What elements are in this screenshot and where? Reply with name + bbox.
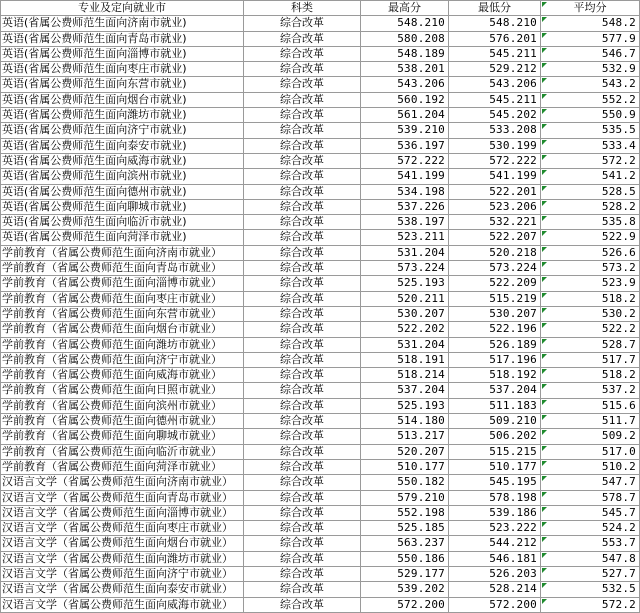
cell-max-score[interactable]: 538.197 xyxy=(361,215,449,230)
cell-min-score[interactable]: 518.192 xyxy=(449,368,541,383)
table-row xyxy=(1,261,640,276)
cell-major[interactable]: 英语(省属公费师范生面向德州市就业) xyxy=(1,184,244,199)
cell-category[interactable]: 综合改革 xyxy=(244,215,361,230)
header-major[interactable]: 专业及定向就业市 xyxy=(1,1,244,16)
cell-min-score[interactable]: 530.199 xyxy=(449,138,541,153)
cell-min-score[interactable]: 515.219 xyxy=(449,291,541,306)
cell-major[interactable]: 英语(省属公费师范生面向菏泽市就业) xyxy=(1,230,244,245)
cell-avg-score[interactable]: 572.2 xyxy=(541,597,640,612)
table-row xyxy=(1,108,640,123)
cell-category[interactable]: 综合改革 xyxy=(244,138,361,153)
table-row xyxy=(1,459,640,474)
cell-max-score[interactable]: 523.211 xyxy=(361,230,449,245)
cell-major[interactable]: 汉语言文学（省属公费师范生面向威海市就业） xyxy=(1,597,244,612)
cell-min-score[interactable]: 572.200 xyxy=(449,597,541,612)
table-row xyxy=(1,475,640,490)
cell-min-score[interactable]: 576.201 xyxy=(449,31,541,46)
cell-min-score[interactable]: 526.203 xyxy=(449,566,541,581)
cell-max-score[interactable]: 513.217 xyxy=(361,429,449,444)
cell-category[interactable]: 综合改革 xyxy=(244,108,361,123)
cell-category[interactable]: 综合改革 xyxy=(244,230,361,245)
cell-major[interactable]: 英语(省属公费师范生面向济南市就业) xyxy=(1,16,244,31)
cell-category[interactable]: 综合改革 xyxy=(244,322,361,337)
cell-min-score[interactable]: 506.202 xyxy=(449,429,541,444)
cell-avg-score[interactable]: 535.5 xyxy=(541,123,640,138)
cell-major[interactable]: 学前教育（省属公费师范生面向济南市就业） xyxy=(1,245,244,260)
cell-avg-score[interactable]: 545.7 xyxy=(541,505,640,520)
table-row xyxy=(1,153,640,168)
cell-min-score[interactable]: 578.198 xyxy=(449,490,541,505)
table-row xyxy=(1,230,640,245)
table-row xyxy=(1,352,640,367)
cell-max-score[interactable]: 580.208 xyxy=(361,31,449,46)
table-row xyxy=(1,521,640,536)
cell-category[interactable]: 综合改革 xyxy=(244,459,361,474)
cell-max-score[interactable]: 537.204 xyxy=(361,383,449,398)
table-row xyxy=(1,337,640,352)
table-row xyxy=(1,215,640,230)
table-row xyxy=(1,536,640,551)
cell-min-score[interactable]: 532.221 xyxy=(449,215,541,230)
table-row xyxy=(1,77,640,92)
table-header xyxy=(1,1,640,16)
cell-min-score[interactable]: 544.212 xyxy=(449,536,541,551)
cell-avg-score[interactable]: 511.7 xyxy=(541,414,640,429)
table-row xyxy=(1,16,640,31)
cell-min-score[interactable]: 528.214 xyxy=(449,582,541,597)
cell-min-score[interactable]: 523.222 xyxy=(449,521,541,536)
cell-min-score[interactable]: 541.199 xyxy=(449,169,541,184)
cell-max-score[interactable]: 520.207 xyxy=(361,444,449,459)
cell-max-score[interactable]: 534.198 xyxy=(361,184,449,199)
header-row xyxy=(1,1,640,16)
cell-min-score[interactable]: 539.186 xyxy=(449,505,541,520)
cell-max-score[interactable]: 561.204 xyxy=(361,108,449,123)
cell-avg-score[interactable]: 526.6 xyxy=(541,245,640,260)
cell-avg-score[interactable]: 552.2 xyxy=(541,92,640,107)
cell-avg-score[interactable]: 572.2 xyxy=(541,153,640,168)
cell-category[interactable]: 综合改革 xyxy=(244,62,361,77)
cell-major[interactable]: 学前教育（省属公费师范生面向青岛市就业） xyxy=(1,261,244,276)
cell-major[interactable]: 学前教育（省属公费师范生面向聊城市就业） xyxy=(1,429,244,444)
cell-category[interactable]: 综合改革 xyxy=(244,597,361,612)
table-row xyxy=(1,62,640,77)
cell-avg-score[interactable]: 527.7 xyxy=(541,566,640,581)
cell-major[interactable]: 学前教育（省属公费师范生面向日照市就业） xyxy=(1,383,244,398)
cell-major[interactable]: 学前教育（省属公费师范生面向潍坊市就业） xyxy=(1,337,244,352)
cell-min-score[interactable]: 545.211 xyxy=(449,92,541,107)
cell-major[interactable]: 学前教育（省属公费师范生面向菏泽市就业） xyxy=(1,459,244,474)
cell-min-score[interactable]: 520.218 xyxy=(449,245,541,260)
cell-max-score[interactable]: 514.180 xyxy=(361,414,449,429)
cell-major[interactable]: 英语(省属公费师范生面向威海市就业) xyxy=(1,153,244,168)
cell-avg-score[interactable]: 509.2 xyxy=(541,429,640,444)
table-row xyxy=(1,444,640,459)
cell-max-score[interactable]: 550.186 xyxy=(361,551,449,566)
table-row xyxy=(1,184,640,199)
cell-max-score[interactable]: 563.237 xyxy=(361,536,449,551)
cell-min-score[interactable]: 572.222 xyxy=(449,153,541,168)
table-row xyxy=(1,322,640,337)
cell-major[interactable]: 汉语言文学（省属公费师范生面向烟台市就业） xyxy=(1,536,244,551)
cell-major[interactable]: 英语(省属公费师范生面向青岛市就业) xyxy=(1,31,244,46)
cell-avg-score[interactable]: 535.8 xyxy=(541,215,640,230)
cell-category[interactable]: 综合改革 xyxy=(244,77,361,92)
cell-major[interactable]: 汉语言文学（省属公费师范生面向泰安市就业） xyxy=(1,582,244,597)
cell-min-score[interactable]: 526.189 xyxy=(449,337,541,352)
cell-category[interactable]: 综合改革 xyxy=(244,31,361,46)
cell-major[interactable]: 汉语言文学（省属公费师范生面向青岛市就业） xyxy=(1,490,244,505)
cell-max-score[interactable]: 522.202 xyxy=(361,322,449,337)
cell-max-score[interactable]: 539.210 xyxy=(361,123,449,138)
cell-avg-score[interactable]: 550.9 xyxy=(541,108,640,123)
cell-avg-score[interactable]: 573.2 xyxy=(541,261,640,276)
cell-min-score[interactable]: 509.210 xyxy=(449,414,541,429)
cell-avg-score[interactable]: 548.2 xyxy=(541,16,640,31)
cell-max-score[interactable]: 518.214 xyxy=(361,368,449,383)
cell-avg-score[interactable]: 518.2 xyxy=(541,368,640,383)
cell-max-score[interactable]: 525.193 xyxy=(361,398,449,413)
cell-major[interactable]: 学前教育（省属公费师范生面向滨州市就业） xyxy=(1,398,244,413)
cell-major[interactable]: 英语(省属公费师范生面向枣庄市就业) xyxy=(1,62,244,77)
cell-min-score[interactable]: 522.209 xyxy=(449,276,541,291)
cell-major[interactable]: 英语(省属公费师范生面向烟台市就业) xyxy=(1,92,244,107)
cell-min-score[interactable]: 543.206 xyxy=(449,77,541,92)
table-row xyxy=(1,138,640,153)
cell-category[interactable]: 综合改革 xyxy=(244,46,361,61)
cell-category[interactable]: 综合改革 xyxy=(244,92,361,107)
cell-max-score[interactable]: 537.226 xyxy=(361,199,449,214)
cell-avg-score[interactable]: 547.8 xyxy=(541,551,640,566)
cell-min-score[interactable]: 533.208 xyxy=(449,123,541,138)
cell-category[interactable]: 综合改革 xyxy=(244,536,361,551)
header-avg-score[interactable]: 平均分 xyxy=(541,1,640,16)
header-min-score[interactable]: 最低分 xyxy=(449,1,541,16)
cell-max-score[interactable]: 525.193 xyxy=(361,276,449,291)
header-max-score[interactable]: 最高分 xyxy=(361,1,449,16)
cell-category[interactable]: 综合改革 xyxy=(244,169,361,184)
cell-category[interactable]: 综合改革 xyxy=(244,352,361,367)
cell-avg-score[interactable]: 578.7 xyxy=(541,490,640,505)
cell-avg-score[interactable]: 528.2 xyxy=(541,199,640,214)
table-row xyxy=(1,123,640,138)
cell-min-score[interactable]: 545.195 xyxy=(449,475,541,490)
cell-major[interactable]: 学前教育（省属公费师范生面向临沂市就业） xyxy=(1,444,244,459)
cell-min-score[interactable]: 517.196 xyxy=(449,352,541,367)
cell-avg-score[interactable]: 546.7 xyxy=(541,46,640,61)
cell-max-score[interactable]: 548.210 xyxy=(361,16,449,31)
cell-category[interactable]: 综合改革 xyxy=(244,383,361,398)
cell-category[interactable]: 综合改革 xyxy=(244,184,361,199)
cell-max-score[interactable]: 525.185 xyxy=(361,521,449,536)
cell-major[interactable]: 汉语言文学（省属公费师范生面向济宁市就业） xyxy=(1,566,244,581)
cell-avg-score[interactable]: 547.7 xyxy=(541,475,640,490)
cell-avg-score[interactable]: 524.2 xyxy=(541,521,640,536)
cell-avg-score[interactable]: 515.6 xyxy=(541,398,640,413)
cell-min-score[interactable]: 515.215 xyxy=(449,444,541,459)
cell-max-score[interactable]: 550.182 xyxy=(361,475,449,490)
cell-avg-score[interactable]: 532.9 xyxy=(541,62,640,77)
cell-avg-score[interactable]: 510.2 xyxy=(541,459,640,474)
table-row xyxy=(1,291,640,306)
cell-min-score[interactable]: 522.201 xyxy=(449,184,541,199)
cell-category[interactable]: 综合改革 xyxy=(244,444,361,459)
table-row xyxy=(1,490,640,505)
cell-avg-score[interactable]: 522.2 xyxy=(541,322,640,337)
table-row xyxy=(1,46,640,61)
table-row xyxy=(1,169,640,184)
table-row xyxy=(1,414,640,429)
table-row xyxy=(1,245,640,260)
cell-avg-score[interactable]: 541.2 xyxy=(541,169,640,184)
cell-max-score[interactable]: 572.200 xyxy=(361,597,449,612)
cell-min-score[interactable]: 546.181 xyxy=(449,551,541,566)
cell-major[interactable]: 英语(省属公费师范生面向聊城市就业) xyxy=(1,199,244,214)
cell-avg-score[interactable]: 553.7 xyxy=(541,536,640,551)
table-row xyxy=(1,582,640,597)
cell-major[interactable]: 学前教育（省属公费师范生面向淄博市就业） xyxy=(1,276,244,291)
cell-min-score[interactable]: 545.202 xyxy=(449,108,541,123)
cell-min-score[interactable]: 529.212 xyxy=(449,62,541,77)
cell-category[interactable]: 综合改革 xyxy=(244,245,361,260)
cell-category[interactable]: 综合改革 xyxy=(244,398,361,413)
cell-category[interactable]: 综合改革 xyxy=(244,153,361,168)
cell-category[interactable]: 综合改革 xyxy=(244,505,361,520)
table-row xyxy=(1,31,640,46)
cell-avg-score[interactable]: 522.9 xyxy=(541,230,640,245)
cell-max-score[interactable]: 530.207 xyxy=(361,306,449,321)
cell-category[interactable]: 综合改革 xyxy=(244,261,361,276)
cell-avg-score[interactable]: 528.5 xyxy=(541,184,640,199)
cell-avg-score[interactable]: 530.2 xyxy=(541,306,640,321)
cell-max-score[interactable]: 548.189 xyxy=(361,46,449,61)
cell-major[interactable]: 汉语言文学（省属公费师范生面向淄博市就业） xyxy=(1,505,244,520)
cell-max-score[interactable]: 520.211 xyxy=(361,291,449,306)
cell-min-score[interactable]: 523.206 xyxy=(449,199,541,214)
cell-avg-score[interactable]: 528.7 xyxy=(541,337,640,352)
cell-major[interactable]: 英语(省属公费师范生面向泰安市就业) xyxy=(1,138,244,153)
cell-category[interactable]: 综合改革 xyxy=(244,199,361,214)
cell-min-score[interactable]: 530.207 xyxy=(449,306,541,321)
cell-min-score[interactable]: 522.207 xyxy=(449,230,541,245)
table-row xyxy=(1,368,640,383)
cell-major[interactable]: 英语(省属公费师范生面向临沂市就业) xyxy=(1,215,244,230)
cell-major[interactable]: 学前教育（省属公费师范生面向东营市就业） xyxy=(1,306,244,321)
table-row xyxy=(1,383,640,398)
cell-avg-score[interactable]: 537.2 xyxy=(541,383,640,398)
cell-category[interactable]: 综合改革 xyxy=(244,414,361,429)
cell-max-score[interactable]: 518.191 xyxy=(361,352,449,367)
cell-max-score[interactable]: 543.206 xyxy=(361,77,449,92)
cell-category[interactable]: 综合改革 xyxy=(244,123,361,138)
cell-max-score[interactable]: 541.199 xyxy=(361,169,449,184)
table-row xyxy=(1,199,640,214)
cell-max-score[interactable]: 531.204 xyxy=(361,337,449,352)
cell-major[interactable]: 学前教育（省属公费师范生面向枣庄市就业） xyxy=(1,291,244,306)
cell-avg-score[interactable]: 532.5 xyxy=(541,582,640,597)
cell-category[interactable]: 综合改革 xyxy=(244,16,361,31)
cell-major[interactable]: 学前教育（省属公费师范生面向威海市就业） xyxy=(1,368,244,383)
cell-major[interactable]: 学前教育（省属公费师范生面向济宁市就业） xyxy=(1,352,244,367)
cell-max-score[interactable]: 552.198 xyxy=(361,505,449,520)
cell-avg-score[interactable]: 543.2 xyxy=(541,77,640,92)
cell-avg-score[interactable]: 577.9 xyxy=(541,31,640,46)
table-row xyxy=(1,429,640,444)
cell-major[interactable]: 汉语言文学（省属公费师范生面向潍坊市就业） xyxy=(1,551,244,566)
cell-max-score[interactable]: 536.197 xyxy=(361,138,449,153)
cell-major[interactable]: 汉语言文学（省属公费师范生面向济南市就业） xyxy=(1,475,244,490)
cell-category[interactable]: 综合改革 xyxy=(244,566,361,581)
table-row xyxy=(1,566,640,581)
cell-category[interactable]: 综合改革 xyxy=(244,291,361,306)
cell-category[interactable]: 综合改革 xyxy=(244,276,361,291)
table-row xyxy=(1,306,640,321)
table-row xyxy=(1,92,640,107)
cell-major[interactable]: 学前教育（省属公费师范生面向烟台市就业） xyxy=(1,322,244,337)
cell-category[interactable]: 综合改革 xyxy=(244,490,361,505)
cell-max-score[interactable]: 510.177 xyxy=(361,459,449,474)
table-body xyxy=(1,16,640,613)
cell-min-score[interactable]: 522.196 xyxy=(449,322,541,337)
cell-category[interactable]: 综合改革 xyxy=(244,368,361,383)
header-category[interactable]: 科类 xyxy=(244,1,361,16)
table-row xyxy=(1,276,640,291)
cell-max-score[interactable]: 538.201 xyxy=(361,62,449,77)
cell-major[interactable]: 英语(省属公费师范生面向济宁市就业) xyxy=(1,123,244,138)
cell-max-score[interactable]: 560.192 xyxy=(361,92,449,107)
table-row xyxy=(1,551,640,566)
cell-min-score[interactable]: 511.183 xyxy=(449,398,541,413)
cell-max-score[interactable]: 529.177 xyxy=(361,566,449,581)
table-row xyxy=(1,597,640,612)
cell-major[interactable]: 汉语言文学（省属公费师范生面向枣庄市就业） xyxy=(1,521,244,536)
cell-avg-score[interactable]: 517.7 xyxy=(541,352,640,367)
cell-avg-score[interactable]: 518.2 xyxy=(541,291,640,306)
cell-avg-score[interactable]: 533.4 xyxy=(541,138,640,153)
cell-category[interactable]: 综合改革 xyxy=(244,551,361,566)
table-row xyxy=(1,505,640,520)
cell-avg-score[interactable]: 517.0 xyxy=(541,444,640,459)
cell-major[interactable]: 学前教育（省属公费师范生面向德州市就业） xyxy=(1,414,244,429)
cell-category[interactable]: 综合改革 xyxy=(244,306,361,321)
cell-min-score[interactable]: 573.224 xyxy=(449,261,541,276)
cell-major[interactable]: 英语(省属公费师范生面向滨州市就业) xyxy=(1,169,244,184)
cell-max-score[interactable]: 531.204 xyxy=(361,245,449,260)
cell-category[interactable]: 综合改革 xyxy=(244,475,361,490)
cell-major[interactable]: 英语(省属公费师范生面向东营市就业) xyxy=(1,77,244,92)
cell-category[interactable]: 综合改革 xyxy=(244,337,361,352)
cell-major[interactable]: 英语(省属公费师范生面向淄博市就业) xyxy=(1,46,244,61)
cell-min-score[interactable]: 548.210 xyxy=(449,16,541,31)
cell-min-score[interactable]: 545.211 xyxy=(449,46,541,61)
cell-max-score[interactable]: 573.224 xyxy=(361,261,449,276)
cell-category[interactable]: 综合改革 xyxy=(244,429,361,444)
table-row xyxy=(1,398,640,413)
cell-max-score[interactable]: 572.222 xyxy=(361,153,449,168)
cell-min-score[interactable]: 510.177 xyxy=(449,459,541,474)
cell-max-score[interactable]: 539.202 xyxy=(361,582,449,597)
cell-min-score[interactable]: 537.204 xyxy=(449,383,541,398)
cell-max-score[interactable]: 579.210 xyxy=(361,490,449,505)
cell-avg-score[interactable]: 523.9 xyxy=(541,276,640,291)
cell-category[interactable]: 综合改革 xyxy=(244,521,361,536)
cell-category[interactable]: 综合改革 xyxy=(244,582,361,597)
cell-major[interactable]: 英语(省属公费师范生面向潍坊市就业) xyxy=(1,108,244,123)
